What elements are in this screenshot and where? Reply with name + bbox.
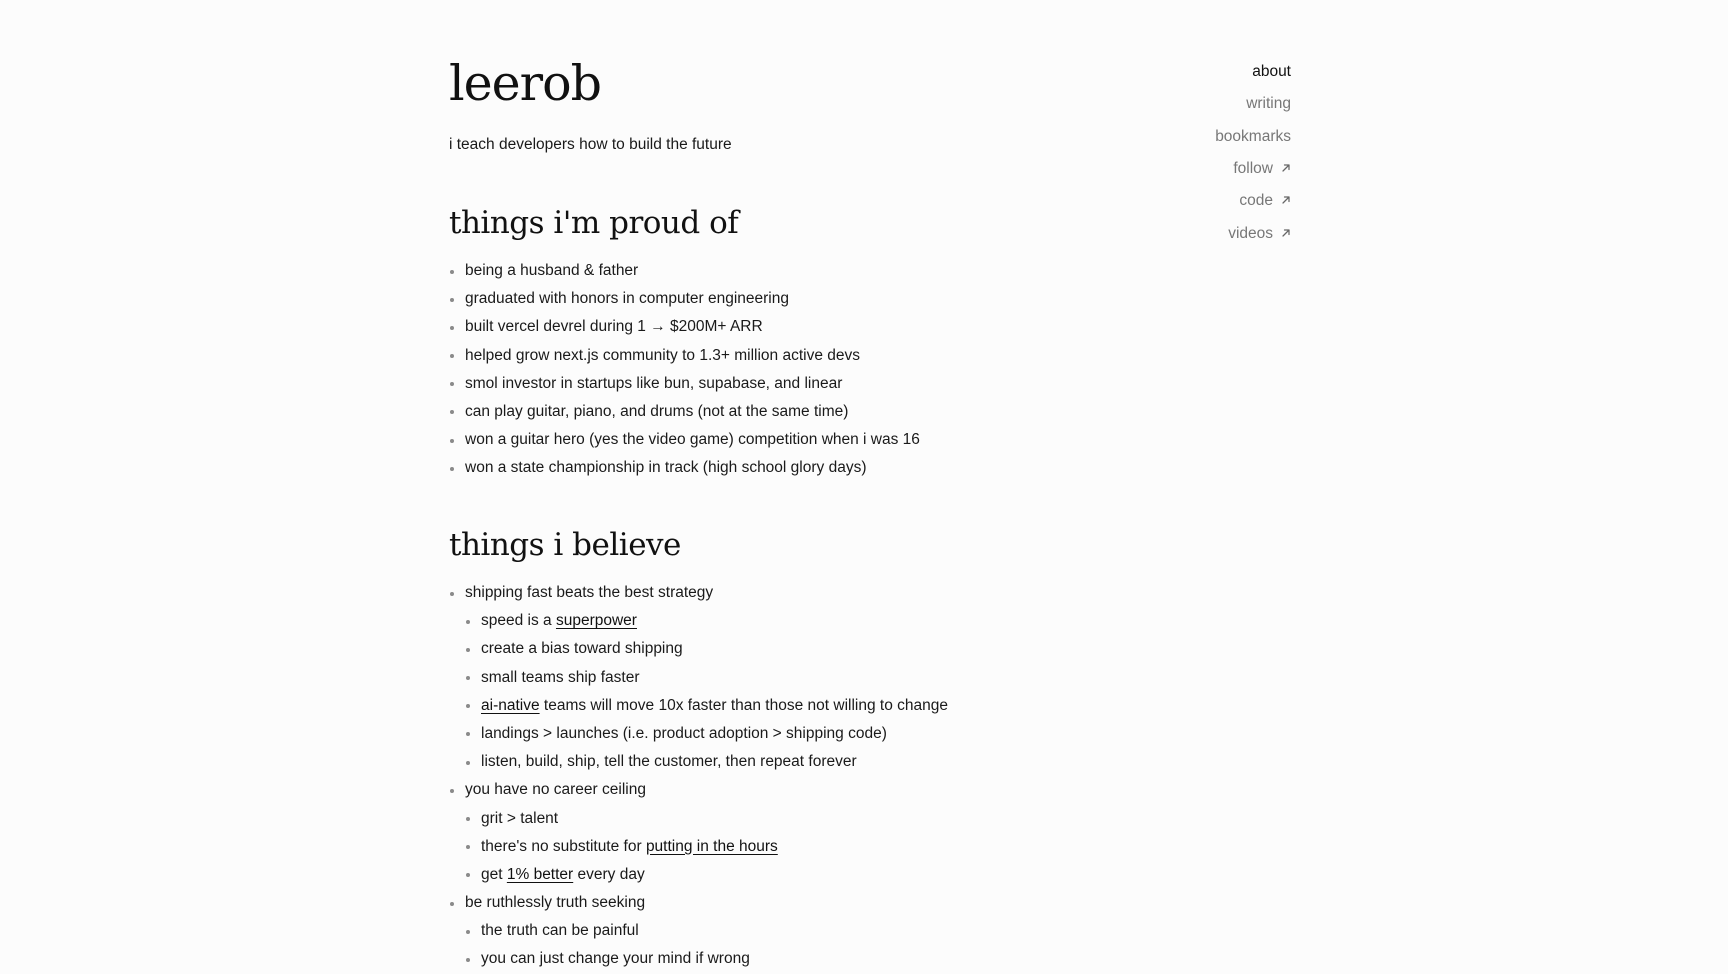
- bullet-icon: [466, 648, 470, 652]
- proud-list-item: [449, 370, 920, 398]
- bullet-icon: [450, 298, 454, 302]
- one-percent-better-link[interactable]: 1% better: [506, 865, 574, 883]
- belief-item-text: speed is a: [481, 612, 556, 630]
- bullet-icon: [466, 873, 470, 877]
- external-arrow-icon: [1281, 195, 1291, 205]
- proud-list-item: [449, 342, 920, 370]
- nav-code-label: code: [1239, 192, 1273, 210]
- bullet-icon: [466, 958, 470, 962]
- belief-list-item: [449, 579, 948, 607]
- belief-sub-item: [449, 720, 948, 748]
- nav-code-link[interactable]: [1071, 185, 1291, 217]
- believe-list: [449, 579, 948, 974]
- belief-item-text: teams will move 10x faster than those not willing to change: [539, 696, 948, 714]
- belief-item-text: landings > launches (i.e. product adoption > shipping code): [481, 724, 887, 742]
- belief-sub-item: [449, 917, 948, 945]
- belief-item-text: listen, build, ship, tell the customer, then repeat forever: [481, 753, 857, 771]
- proud-item-text: won a state championship in track (high school glory days): [465, 459, 867, 477]
- belief-item-text: create a bias toward shipping: [481, 640, 683, 658]
- proud-list-item: [449, 454, 920, 482]
- belief-sub-item: [449, 805, 948, 833]
- bullet-icon: [466, 732, 470, 736]
- bullet-icon: [450, 270, 454, 274]
- superpower-link[interactable]: superpower: [555, 612, 637, 630]
- bullet-icon: [466, 761, 470, 765]
- proud-list-item: [449, 313, 920, 341]
- nav-about-label: about: [1252, 63, 1291, 81]
- belief-list-item: [449, 889, 948, 917]
- bullet-icon: [450, 592, 454, 596]
- bullet-icon: [450, 439, 454, 443]
- bullet-icon: [450, 326, 454, 330]
- proud-item-text: built vercel devrel during 1 → $200M+ ARR: [465, 318, 763, 336]
- belief-item-text: be ruthlessly truth seeking: [465, 894, 646, 912]
- belief-item-text: every day: [573, 865, 645, 883]
- bullet-icon: [466, 817, 470, 821]
- nav-bookmarks-label: bookmarks: [1215, 127, 1291, 145]
- proud-list: [449, 257, 920, 483]
- proud-item-text: can play guitar, piano, and drums (not at the same time): [465, 402, 849, 420]
- putting-in-the-hours-link[interactable]: putting in the hours: [645, 837, 778, 855]
- belief-sub-item: [449, 861, 948, 889]
- belief-sub-item: [449, 692, 948, 720]
- nav-writing-link[interactable]: [1071, 88, 1291, 120]
- nav-videos-label: videos: [1228, 224, 1273, 242]
- bullet-icon: [450, 789, 454, 793]
- ai-native-link[interactable]: ai-native: [481, 696, 540, 714]
- proud-item-text: being a husband & father: [465, 262, 639, 279]
- nav-follow-label: follow: [1233, 160, 1273, 178]
- proud-list-item: [449, 257, 920, 285]
- main-navigation: [1071, 56, 1291, 250]
- belief-sub-item: [449, 748, 948, 776]
- belief-item-text: you can just change your mind if wrong: [481, 950, 750, 968]
- site-tagline: i teach developers how to build the future: [449, 136, 732, 153]
- bullet-icon: [466, 620, 470, 624]
- proud-item-text: smol investor in startups like bun, supabase, and linear: [465, 374, 843, 392]
- bullet-icon: [466, 676, 470, 680]
- belief-item-text: get: [481, 865, 507, 883]
- nav-follow-link[interactable]: [1071, 153, 1291, 185]
- belief-item-text: grit > talent: [481, 809, 559, 827]
- belief-item-text: small teams ship faster: [481, 668, 640, 686]
- belief-item-text: there's no substitute for: [481, 837, 646, 855]
- belief-sub-item: [449, 635, 948, 663]
- bullet-icon: [466, 845, 470, 849]
- proud-section-title: things i'm proud of: [449, 205, 739, 241]
- belief-list-item: [449, 776, 948, 804]
- belief-sub-item: [449, 945, 948, 973]
- nav-videos-link[interactable]: [1071, 217, 1291, 249]
- belief-sub-item: [449, 833, 948, 861]
- belief-sub-item: [449, 607, 948, 635]
- belief-sub-item: [449, 664, 948, 692]
- belief-item-text: shipping fast beats the best strategy: [465, 584, 714, 601]
- nav-bookmarks-link[interactable]: [1071, 121, 1291, 153]
- site-title: leerob: [449, 55, 601, 112]
- proud-item-text: helped grow next.js community to 1.3+ million active devs: [465, 346, 861, 364]
- proud-item-text: graduated with honors in computer engineering: [465, 290, 789, 308]
- bullet-icon: [450, 902, 454, 906]
- believe-section-title: things i believe: [449, 527, 681, 563]
- belief-item-text: you have no career ceiling: [465, 781, 646, 799]
- belief-item-text: the truth can be painful: [481, 922, 639, 940]
- proud-list-item: [449, 285, 920, 313]
- proud-item-text: won a guitar hero (yes the video game) competition when i was 16: [465, 431, 920, 449]
- proud-list-item: [449, 398, 920, 426]
- external-arrow-icon: [1281, 228, 1291, 238]
- proud-list-item: [449, 426, 920, 454]
- external-arrow-icon: [1281, 163, 1291, 173]
- nav-writing-label: writing: [1246, 95, 1291, 113]
- bullet-icon: [466, 930, 470, 934]
- bullet-icon: [466, 704, 470, 708]
- bullet-icon: [450, 354, 454, 358]
- bullet-icon: [450, 382, 454, 386]
- bullet-icon: [450, 467, 454, 471]
- nav-about-link[interactable]: [1071, 56, 1291, 88]
- bullet-icon: [450, 410, 454, 414]
